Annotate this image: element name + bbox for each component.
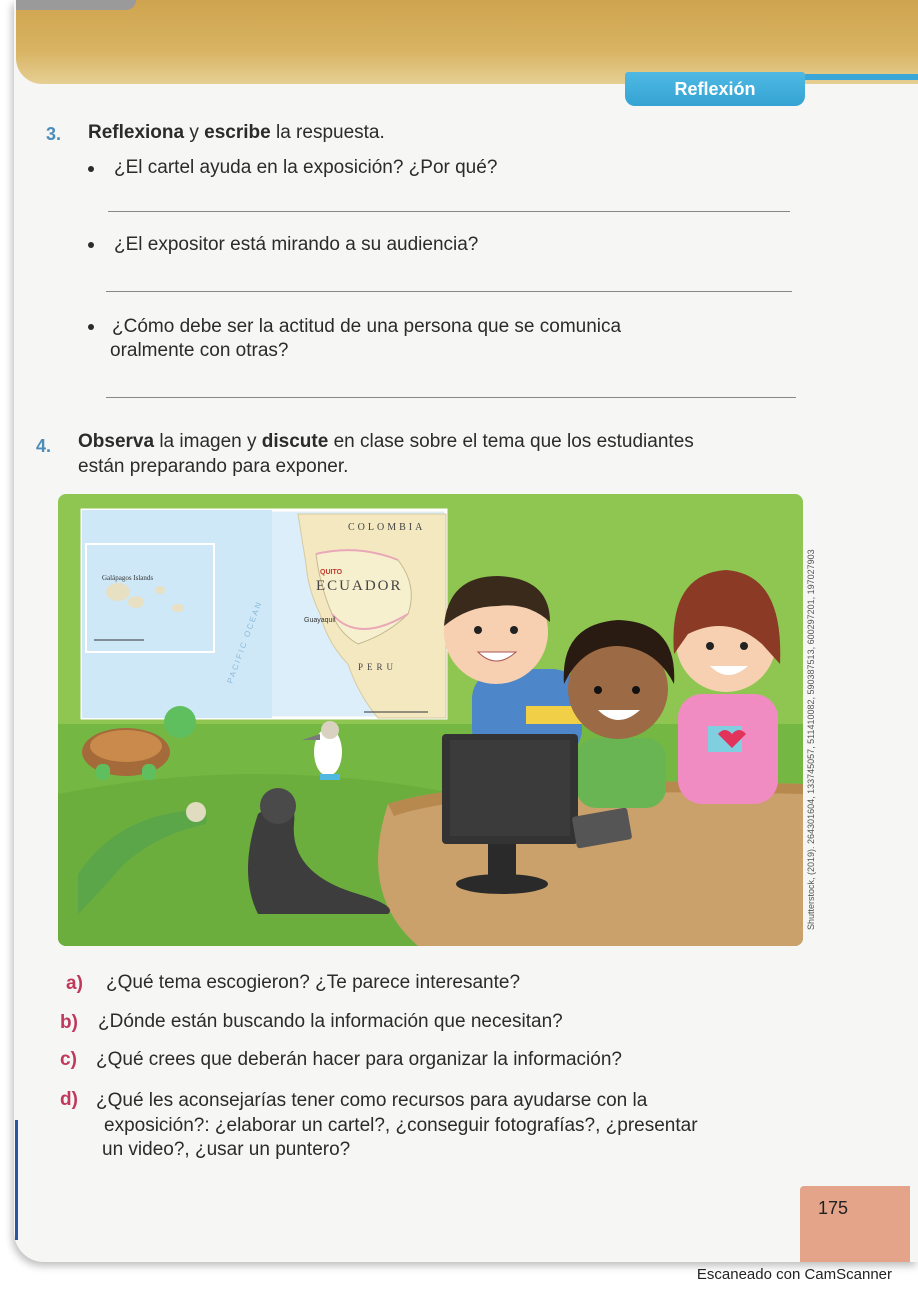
question-c-text: ¿Qué crees que deberán hacer para organizar la información? [96, 1049, 622, 1070]
kid-girl-center [564, 620, 675, 808]
answer-line-3[interactable] [106, 397, 796, 398]
question-3-bullet-1: ¿El cartel ayuda en la exposición? ¿Por qué? [114, 157, 498, 178]
page-number-box [800, 1186, 910, 1262]
question-4-number: 4. [36, 436, 52, 456]
question-3-bullet-3-line-1: ¿Cómo debe ser la actitud de una persona que se comunica [112, 316, 622, 337]
bullet [88, 166, 94, 172]
question-c-letter: c) [60, 1049, 77, 1070]
question-3-bullet-3-line-2: oralmente con otras? [110, 340, 289, 361]
question-4-line-2: están preparando para exponer. [78, 456, 349, 477]
map-label-galapagos: Galápagos Islands [102, 574, 154, 582]
section-tab-reflexion: Reflexión [625, 72, 805, 106]
answer-line-1[interactable] [108, 211, 790, 212]
map-label-quito: QUITO [320, 569, 343, 576]
image-credit: Shutterstock, (2019). 264301604, 133745057, 511410082, 590387513, 600297201, 197027903 [806, 549, 816, 930]
bullet [88, 324, 94, 330]
question-d-letter: d) [60, 1089, 78, 1110]
map-poster [82, 510, 446, 718]
question-4-line-1: Observa la imagen y discute en clase sobre el tema que los estudiantes [78, 431, 694, 452]
map-label-peru: PERU [358, 662, 398, 672]
question-d-text-line-2: exposición?: ¿elaborar un cartel?, ¿conseguir fotografías?, ¿presentar [104, 1115, 698, 1136]
question-d-text-line-3: un video?, ¿usar un puntero? [102, 1139, 351, 1160]
map-label-ecuador: ECUADOR [316, 578, 403, 594]
tab-line [805, 74, 918, 80]
question-b-text: ¿Dónde están buscando la información que necesitan? [98, 1011, 563, 1032]
question-d-text-line-1: ¿Qué les aconsejarías tener como recursos para ayudarse con la [96, 1090, 648, 1111]
classroom-illustration [58, 494, 803, 946]
question-3-instruction: Reflexiona y escribe la respuesta. [88, 122, 385, 143]
page-number: 175 [818, 1198, 849, 1218]
map-label-ocean: PACIFIC OCEAN [225, 599, 264, 685]
scan-watermark: Escaneado con CamScanner [696, 1266, 892, 1283]
map-label-guayaquil: Guayaquil [304, 617, 336, 624]
question-3-number: 3. [46, 124, 62, 144]
margin-mark [15, 1120, 18, 1240]
question-a-text: ¿Qué tema escogieron? ¿Te parece interesante? [106, 972, 521, 993]
question-3-bullet-2: ¿El expositor está mirando a su audiencia? [114, 234, 479, 255]
question-b-letter: b) [60, 1012, 78, 1033]
bullet [88, 242, 94, 248]
map-label-colombia: COLOMBIA [348, 522, 426, 533]
answer-line-2[interactable] [106, 291, 792, 292]
question-a-letter: a) [66, 973, 83, 994]
